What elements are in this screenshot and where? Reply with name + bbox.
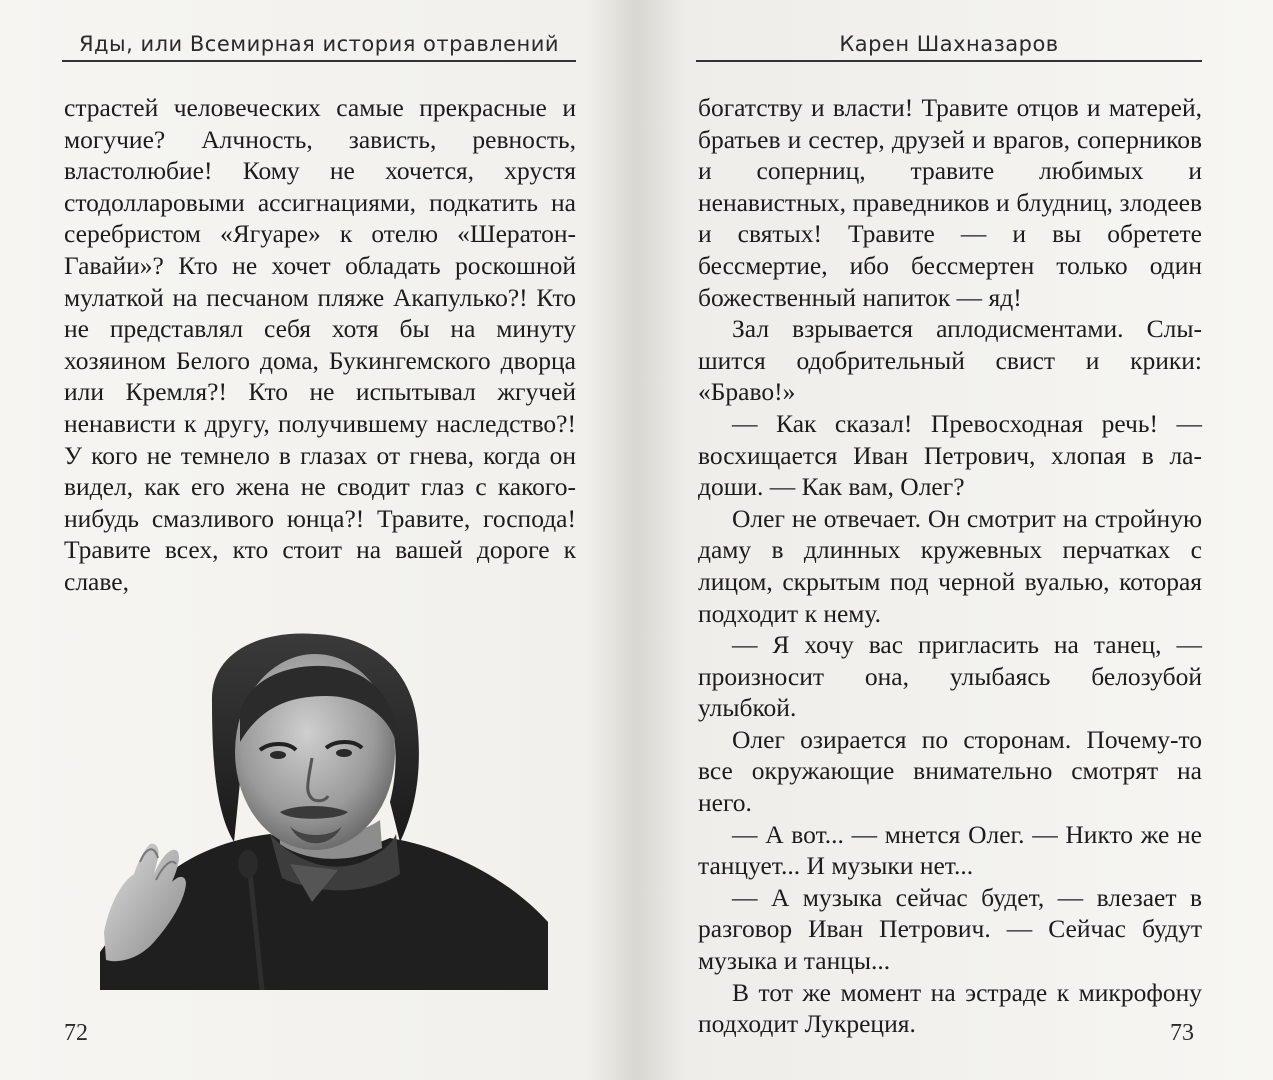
right-page-text [698,92,1202,1040]
right-paragraph-6: Олег озирается по сторонам. Почему-то все окружающие внимательно смотрят на него. [698,724,1202,818]
right-paragraph-1: богатству и власти! Травите отцов и матерей, братьев и сестер, друзей и врагов, соперников и соперниц, травите любимых и ненавистных, праведников и блудниц, злодеев и святых! Травите — и вы обретете бессмертие, ибо бессмертен только один божественный напиток — яд! [698,93,1202,312]
right-paragraph-5: — Я хочу вас пригласить на танец, — произносит она, улыбаясь белозубой улыбкой. [698,630,1202,723]
left-running-head: Яды, или Всемирная история отравлений [62,22,576,62]
right-paragraph-7: — А вот... — мнется Олег. — Никто же не танцует... И музыки нет... [698,819,1202,881]
left-page [0,0,630,1080]
right-page-number: 73 [1170,1020,1194,1046]
right-running-head: Карен Шахназаров [696,22,1202,62]
author-photo [100,612,548,990]
left-paragraph-1: страстей человеческих самые прекрасные и могучие? Алчность, зависть, ревность, властолюбие! Кому не хочется, хрустя стодолларовыми ассигнациями, подкатить на серебристом «Ягуаре» к отелю «Шератон-Гавайи»? Кто не хочет обладать роскошной мулаткой на песчаном пляже Акапулько?! Кто не представлял себя хотя бы на минуту хозяином Белого дома, Букингемского дворца или Кремля?! Кто не испытывал жгучей ненависти к другу, получившему наследство?! У кого не темнело в глазах от гнева, когда он видел, как его жена не сводит глаз с какого-нибудь смазливого юнца?! Травите, господа! Травите всех, кто стоит на вашей дороге к славе, [64,93,576,596]
right-paragraph-8: — А музыка сейчас будет, — влезает в разговор Иван Петрович. — Сейчас будут музыка и танцы... [698,882,1202,976]
right-page [640,0,1273,1080]
left-page-number: 72 [64,1020,88,1046]
right-paragraph-3: — Как сказал! Превосходная речь! — восхищается Иван Петрович, хлопая в ладоши. — Как вам, Олег? [698,408,1202,502]
right-paragraph-2: Зал взрывается аплодисментами. Слышится одобрительный свист и крики: «Браво!» [698,314,1202,407]
left-page-text [64,92,576,598]
right-paragraph-9: В тот же момент на эстраде к микрофону подходит Лукреция. [698,977,1202,1039]
right-paragraph-4: Олег не отвечает. Он смотрит на стройную даму в длинных кружевных перчатках с лицом, скрытым под черной вуалью, которая подходит к нему. [698,503,1202,628]
